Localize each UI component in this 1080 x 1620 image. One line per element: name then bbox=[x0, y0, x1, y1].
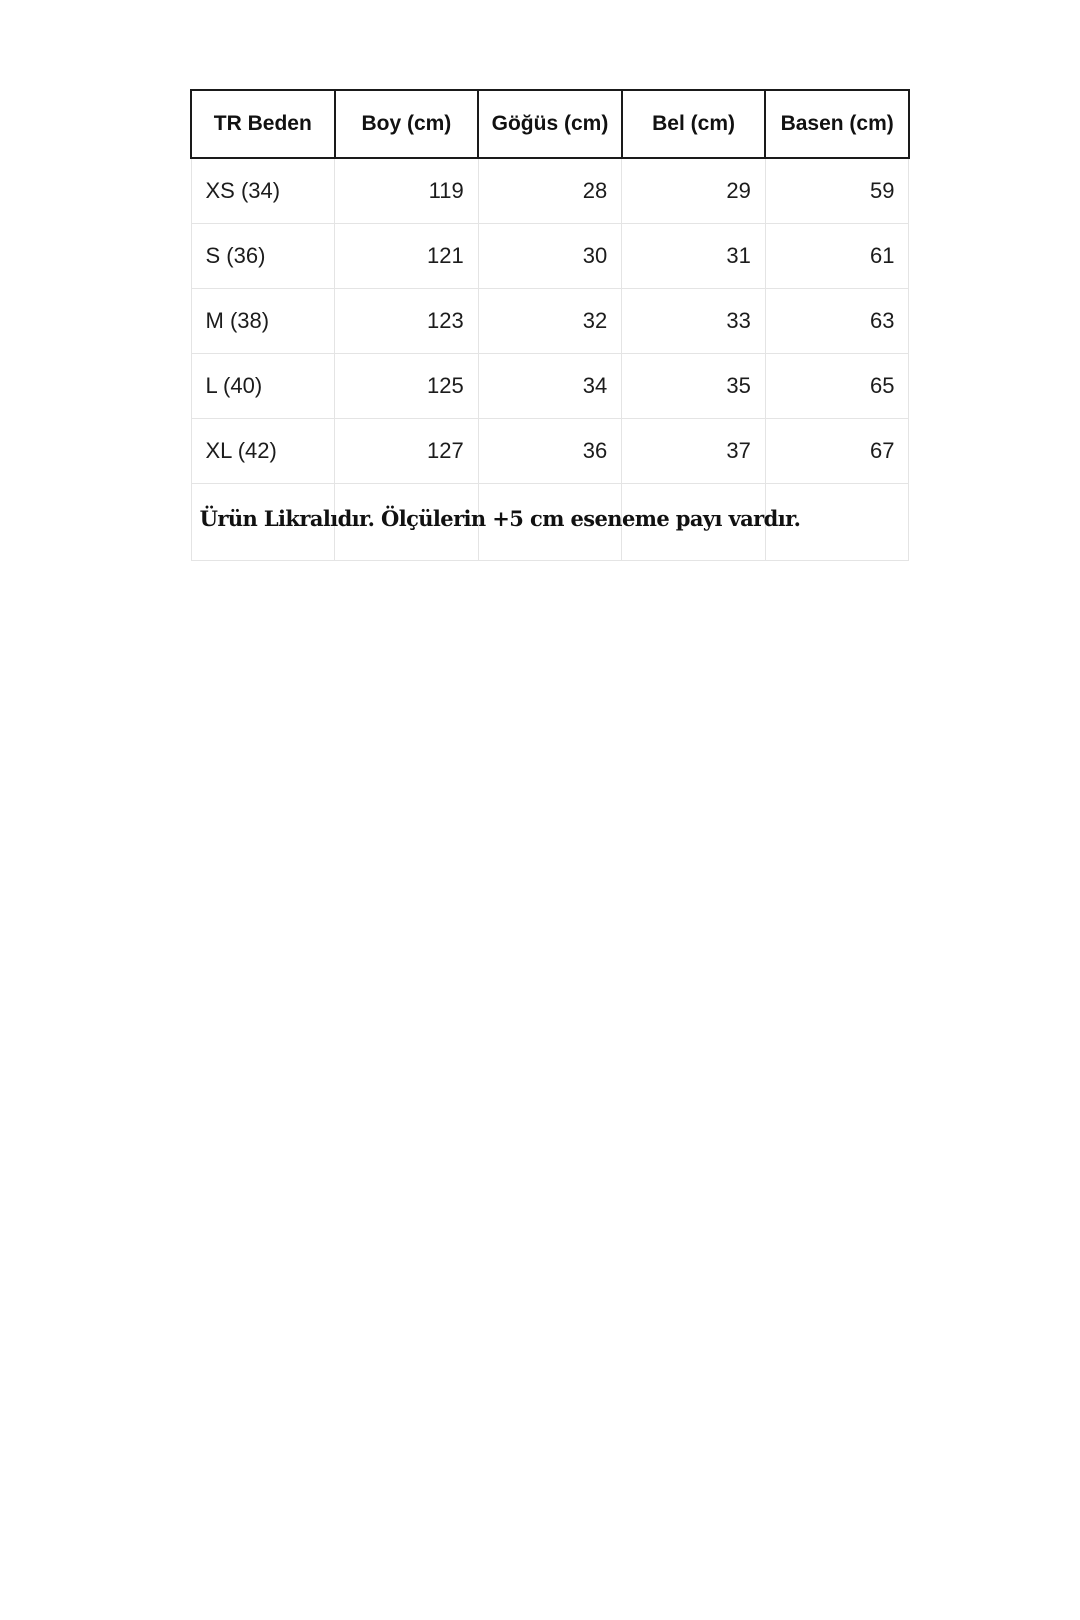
hip-cell: 61 bbox=[765, 224, 909, 289]
length-cell: 127 bbox=[335, 419, 479, 484]
table-row bbox=[191, 224, 909, 289]
table-row bbox=[191, 419, 909, 484]
length-cell: 121 bbox=[335, 224, 479, 289]
header-waist: Bel (cm) bbox=[622, 90, 766, 158]
length-cell: 119 bbox=[335, 158, 479, 224]
stretch-note: Ürün Likralıdır. Ölçülerin +5 cm eseneme payı vardır. bbox=[199, 506, 801, 531]
header-chest: Göğüs (cm) bbox=[478, 90, 622, 158]
size-cell: L (40) bbox=[191, 354, 335, 419]
chest-cell: 36 bbox=[478, 419, 622, 484]
waist-cell: 33 bbox=[622, 289, 766, 354]
size-cell: S (36) bbox=[191, 224, 335, 289]
table-row bbox=[191, 354, 909, 419]
header-size: TR Beden bbox=[191, 90, 335, 158]
waist-cell: 37 bbox=[622, 419, 766, 484]
size-chart-table bbox=[190, 89, 910, 561]
waist-cell: 29 bbox=[622, 158, 766, 224]
chest-cell: 30 bbox=[478, 224, 622, 289]
table-row bbox=[191, 158, 909, 224]
size-cell: M (38) bbox=[191, 289, 335, 354]
waist-cell: 31 bbox=[622, 224, 766, 289]
hip-cell: 65 bbox=[765, 354, 909, 419]
length-cell: 123 bbox=[335, 289, 479, 354]
hip-cell: 59 bbox=[765, 158, 909, 224]
waist-cell: 35 bbox=[622, 354, 766, 419]
table-row bbox=[191, 289, 909, 354]
header-length: Boy (cm) bbox=[335, 90, 479, 158]
header-hip: Basen (cm) bbox=[765, 90, 909, 158]
size-cell: XL (42) bbox=[191, 419, 335, 484]
hip-cell: 67 bbox=[765, 419, 909, 484]
hip-cell: 63 bbox=[765, 289, 909, 354]
size-cell: XS (34) bbox=[191, 158, 335, 224]
chest-cell: 32 bbox=[478, 289, 622, 354]
length-cell: 125 bbox=[335, 354, 479, 419]
header-row bbox=[191, 90, 909, 158]
chest-cell: 28 bbox=[478, 158, 622, 224]
chest-cell: 34 bbox=[478, 354, 622, 419]
